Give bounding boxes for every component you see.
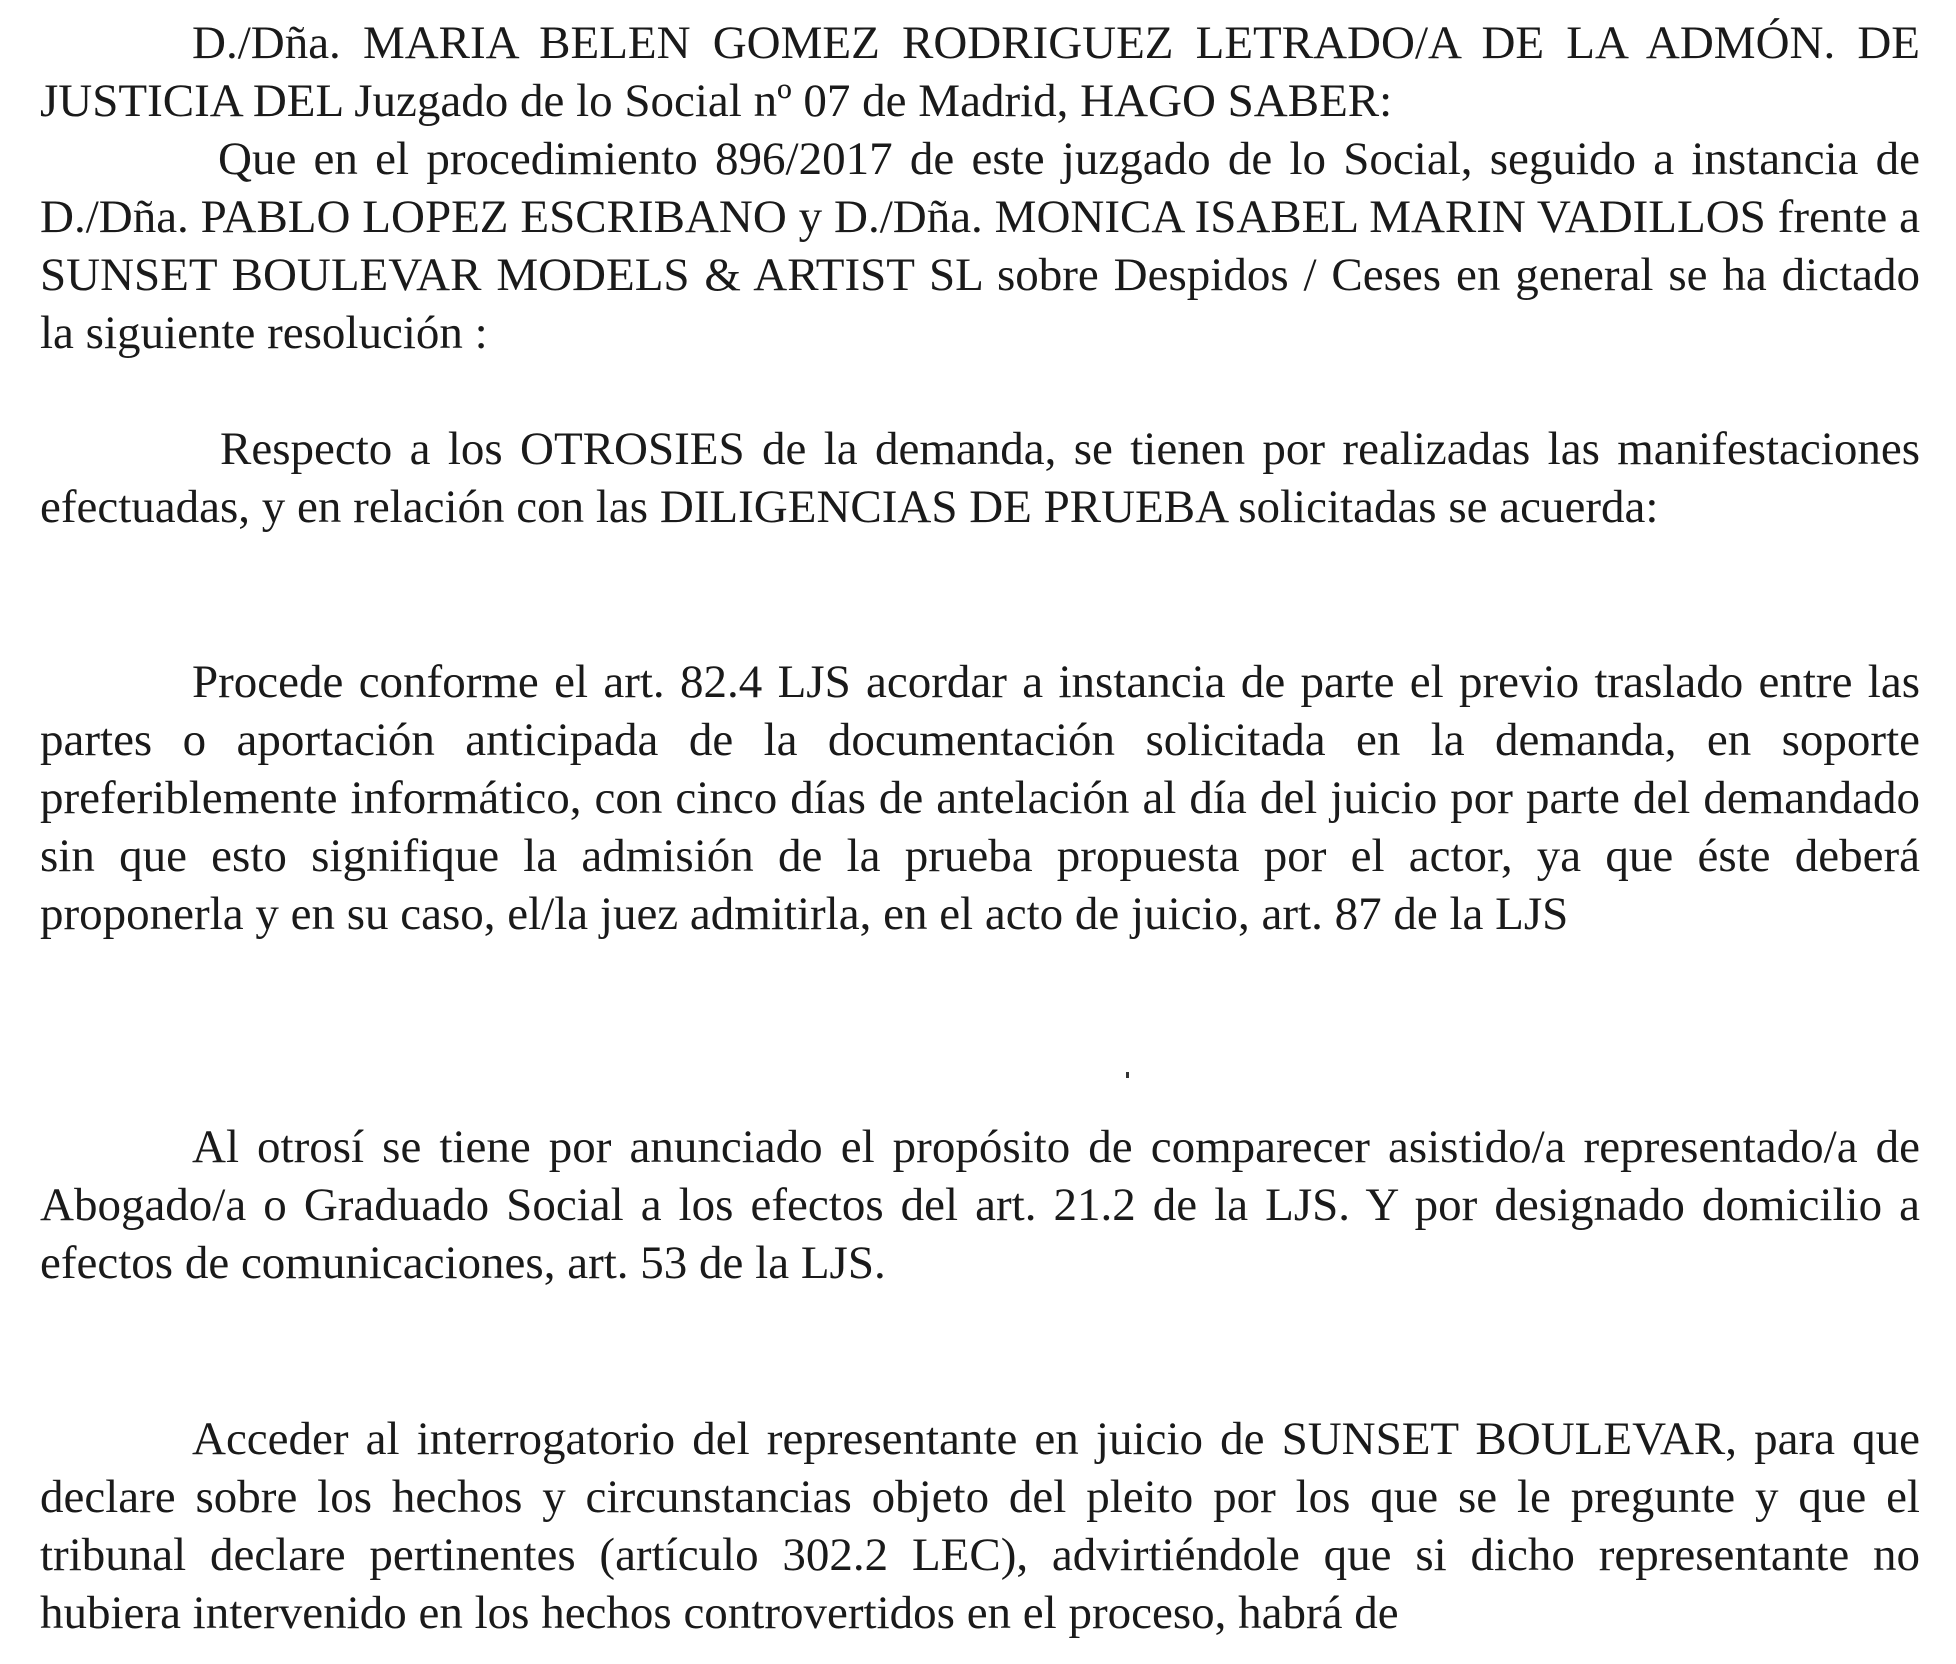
paragraph-interrogatorio: Acceder al interrogatorio del representante en juicio de SUNSET BOULEVAR, para que declare sobre los hechos y circunstancias objeto del pleito por los que se le pregunte y que el tribunal declare pertinentes (artículo 302.2 LEC), advirtiéndole que si dicho representante no hubiera intervenido en los hechos controvertidos en el proceso, habrá de xyxy=(40,1413,1920,1639)
scan-speck xyxy=(1126,1072,1129,1078)
paragraph-art-82-4: Procede conforme el art. 82.4 LJS acordar a instancia de parte el previo traslado entre las partes o aportación anticipada de la documentación solicitada en la demanda, en soporte preferiblemente informático, con cinco días de antelación al día del juicio por parte del demandado sin que esto signifique la admisión de la prueba propuesta por el actor, ya que éste deberá proponerla y en su caso, el/la juez admitirla, en el acto de juicio, art. 87 de la LJS xyxy=(40,656,1920,940)
paragraph-otrosi-abogado: Al otrosí se tiene por anunciado el propósito de comparecer asistido/a representado/a de Abogado/a o Graduado Social a los efectos del art. 21.2 de la LJS. Y por designado domicilio a efectos de comunicaciones, art. 53 de la LJS. xyxy=(40,1121,1920,1289)
paragraph-hago-saber: D./Dña. MARIA BELEN GOMEZ RODRIGUEZ LETRADO/A DE LA ADMÓN. DE JUSTICIA DEL Juzgado de lo Social nº 07 de Madrid, HAGO SABER: xyxy=(40,17,1920,127)
paragraph-otrosies: Respecto a los OTROSIES de la demanda, se tienen por realizadas las manifestaciones efectuadas, y en relación con las DILIGENCIAS DE PRUEBA solicitadas se acuerda: xyxy=(40,423,1920,533)
paragraph-procedimiento: Que en el procedimiento 896/2017 de este juzgado de lo Social, seguido a instancia de D./Dña. PABLO LOPEZ ESCRIBANO y D./Dña. MONICA ISABEL MARIN VADILLOS frente a SUNSET BOULEVAR MODELS & ARTIST SL sobre Despidos / Ceses en general se ha dictado la siguiente resolución : xyxy=(40,133,1920,359)
